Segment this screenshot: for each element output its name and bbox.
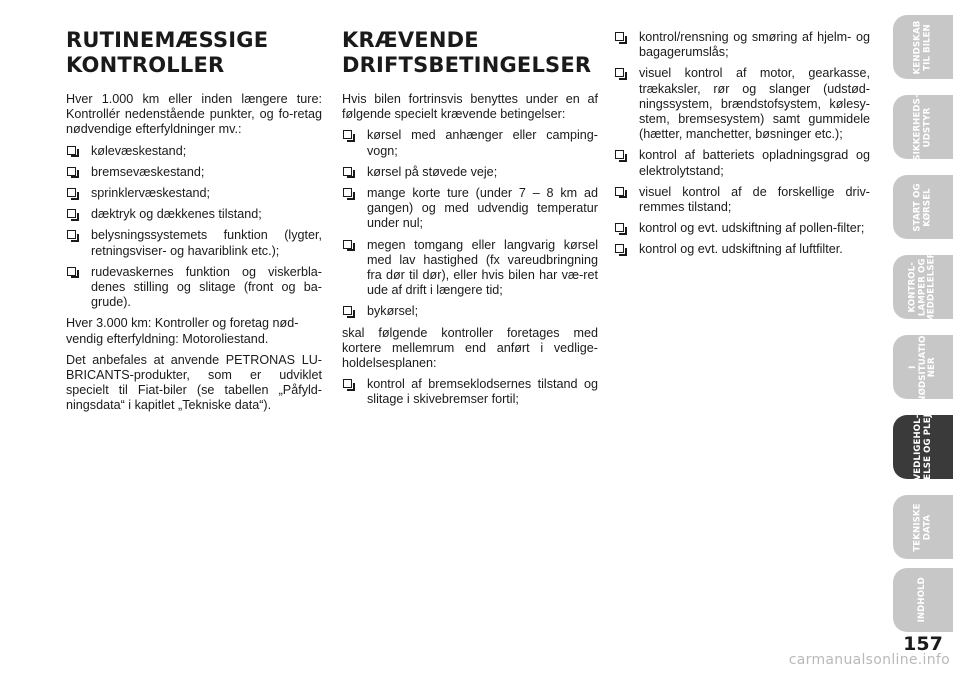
tab-kendskab-til-bilen[interactable]: KENDSKAB TIL BILEN <box>893 15 953 79</box>
checkbox-bullet-icon <box>615 150 624 159</box>
checkbox-bullet-icon <box>615 187 624 196</box>
list-item: kørsel med anhænger eller camping-vogn; <box>342 128 598 158</box>
checkbox-bullet-icon <box>67 230 76 239</box>
tab-tekniske-data[interactable]: TEKNISKE DATA <box>893 495 953 559</box>
list-item: belysningssystemets funktion (lygter, retningsviser- og havariblink etc.); <box>66 228 322 258</box>
tab-vedligeholdelse[interactable]: VEDLIGEHOL- DELSE OG PLEJE <box>893 415 953 479</box>
checkbox-bullet-icon <box>343 306 352 315</box>
page-number: 157 <box>903 633 943 655</box>
checklist-conditions <box>342 128 598 319</box>
section-title-routine-checks: RUTINEMÆSSIGE KONTROLLER <box>66 28 269 77</box>
section-title-demanding-conditions: KRÆVENDE DRIFTSBETINGELSER <box>342 28 592 77</box>
tab-start-og-korsel[interactable]: START OG KØRSEL <box>893 175 953 239</box>
tab-indhold[interactable]: INDHOLD <box>893 568 953 632</box>
watermark-text: carmanualsonline.info <box>788 652 950 668</box>
checkbox-bullet-icon <box>615 68 624 77</box>
list-item: kontrol/rensning og smøring af hjelm- og bagagerumslås; <box>614 30 870 60</box>
checkbox-bullet-icon <box>67 167 76 176</box>
checkbox-bullet-icon <box>343 240 352 249</box>
list-item: megen tomgang eller langvarig kørsel med lav hastighed (fx vareudbringning fra dør til dør), eller hvis bilen har væ-ret ude af drift i længere tid; <box>342 238 598 299</box>
list-item: kontrol og evt. udskiftning af pollen-filter; <box>614 221 870 236</box>
checklist-brakes <box>342 377 598 407</box>
tab-nodsituationer[interactable]: I NØDSITUATIO- NER <box>893 335 953 399</box>
list-item: kontrol og evt. udskiftning af luftfilter. <box>614 242 870 257</box>
list-item: bykørsel; <box>342 304 598 319</box>
intro-paragraph: Hver 1.000 km eller inden længere ture: Kontrollér nedenstående punkter, og fo-retag nødvendige efterfyldninger mv.: <box>66 92 322 137</box>
conditions-intro: Hvis bilen fortrinsvis benyttes under en af følgende specielt krævende betingelser: <box>342 92 598 122</box>
list-item: kørsel på støvede veje; <box>342 165 598 180</box>
checkbox-bullet-icon <box>343 188 352 197</box>
checkbox-bullet-icon <box>343 130 352 139</box>
checklist-additional <box>614 30 870 258</box>
list-item: visuel kontrol af de forskellige driv-remmes tilstand; <box>614 185 870 215</box>
list-item: mange korte ture (under 7 – 8 km ad gangen) og med udvendig temperatur under nul; <box>342 186 598 232</box>
list-item: kølevæskestand; <box>66 144 322 159</box>
checkbox-bullet-icon <box>67 146 76 155</box>
tab-kontrollamper[interactable]: KONTROL- LAMPER OG MEDDELELSER <box>893 255 953 319</box>
column-additional-checks <box>614 30 870 264</box>
checkbox-bullet-icon <box>67 188 76 197</box>
checkbox-bullet-icon <box>67 267 76 276</box>
column-routine-checks <box>66 28 322 420</box>
list-item: bremsevæskestand; <box>66 165 322 180</box>
checkbox-bullet-icon <box>615 244 624 253</box>
list-item: kontrol af bremseklodsernes tilstand og slitage i skivebremser fortil; <box>342 377 598 407</box>
petronas-paragraph: Det anbefales at anvende PETRONAS LU-BRICANTS-produkter, som er udviklet specielt til Fiat-biler (se tabellen „Påfyld-ningsdata“ i kapitlet „Tekniske data“). <box>66 352 322 413</box>
checkbox-bullet-icon <box>343 379 352 388</box>
checklist-routine <box>66 144 322 311</box>
interval-paragraph: skal følgende kontroller foretages med kortere mellemrum end anført i vedlige-holdelsesplanen: <box>342 325 598 371</box>
list-item: visuel kontrol af motor, gearkasse, trækaksler, rør og slanger (udstød-ningssystem, brændstofsystem, kølesy-stem, bremsesystem) samt gummidele (hætter, manchetter, bøsninger etc.); <box>614 66 870 142</box>
list-item: dæktryk og dækkenes tilstand; <box>66 207 322 222</box>
tab-sikkerhedsudstyr[interactable]: SIKKERHEDS- UDSTYR <box>893 95 953 159</box>
list-item: sprinklervæskestand; <box>66 186 322 201</box>
list-item: rudevaskernes funktion og viskerbla-denes stilling og slitage (front og ba-grude). <box>66 265 322 311</box>
list-item: kontrol af batteriets opladningsgrad og elektrolytstand; <box>614 148 870 178</box>
checkbox-bullet-icon <box>67 209 76 218</box>
oil-check-paragraph: Hver 3.000 km: Kontroller og foretag nød-vendig efterfyldning: Motoroliestand. <box>66 316 299 346</box>
checkbox-bullet-icon <box>615 223 624 232</box>
checkbox-bullet-icon <box>615 32 624 41</box>
column-demanding-conditions <box>342 28 598 414</box>
checkbox-bullet-icon <box>343 167 352 176</box>
